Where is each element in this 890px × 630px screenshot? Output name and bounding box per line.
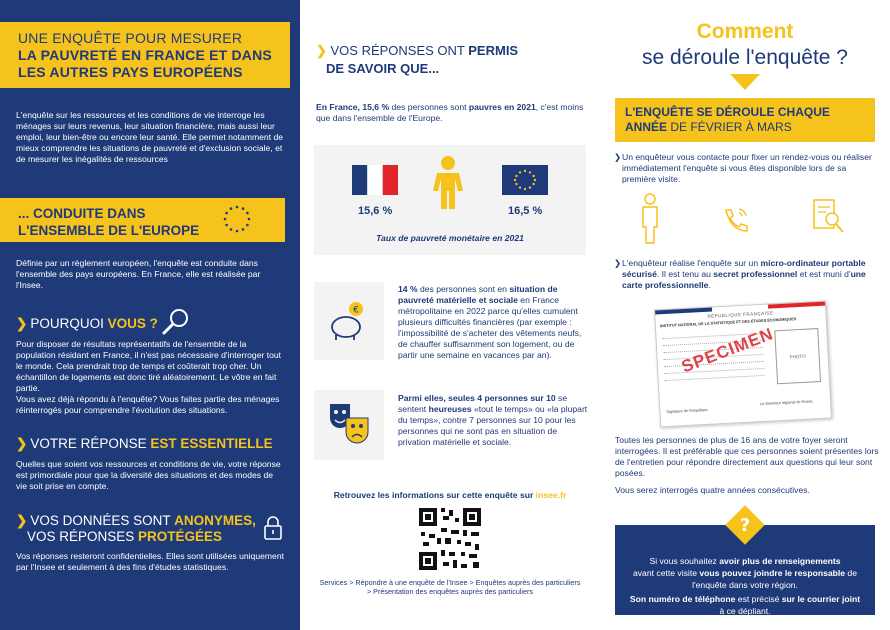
essential-heading: ❯ VOTRE RÉPONSE EST ESSENTIELLE: [16, 436, 273, 451]
card-photo: PHOTO: [774, 328, 821, 384]
europe-text: Définie par un règlement européen, l'enquête est conduite dans l'ensemble des pays européens. En France, elle est réalisée par l'Insee.: [16, 258, 261, 290]
why-text2: Vous avez déjà répondu à l'enquête? Vous faites partie des ménages réinterrogés pour comprendre l'évolution des situations.: [16, 394, 280, 415]
right-panel: [600, 0, 890, 630]
phone-icon: [722, 206, 752, 232]
poverty-rate-block: [314, 145, 586, 255]
svg-text:€: €: [353, 305, 359, 316]
schedule-banner: [615, 98, 875, 142]
intro-banner-line2: LA PAUVRETÉ EN FRANCE ET DANS: [18, 47, 272, 63]
card-signature: Signature de l'enquêteur,: [666, 407, 709, 415]
theater-masks-icon: [326, 400, 372, 450]
anon-text: Vos réponses resteront confidentielles. Elles sont utilisées uniquement par l'Insee et seulement à des fins d'études statistiques.: [16, 551, 284, 572]
insee-link[interactable]: insee.fr: [535, 490, 567, 500]
contact-text3: Son numéro de téléphone est précisé sur le courrier joint à ce dépliant.: [629, 594, 861, 616]
why-plain: POURQUOI: [30, 316, 108, 331]
card-director: Le Directeur régional de l'Insee,: [760, 399, 814, 407]
schedule-banner-bold2: ANNÉE: [625, 120, 668, 134]
piggy-bank-icon: [326, 297, 372, 343]
masks-block: [314, 390, 384, 460]
results-heading-plain: VOS RÉPONSES ONT: [330, 43, 469, 58]
left-panel: [0, 0, 300, 630]
anon-plain2: VOS RÉPONSES: [27, 529, 139, 544]
intro-text: L'enquête sur les ressources et les conditions de vie interroge les ménages sur leurs revenus, leur situation financière, mais aussi leur emploi, leur bien-être ou encore leur santé. Elle permet notamment de mieux comprendre les situations de pauvreté et d'exclusion sociale, et de mesurer les inégalités de ressources: [16, 110, 284, 164]
contact-text1: Si vous souhaitez avoir plus de renseignements: [649, 556, 841, 566]
comment-title: Comment: [696, 20, 794, 43]
magnifier-icon: [160, 308, 190, 336]
contact-text2: avant cette visite vous pouvez joindre le responsable de l'enquête dans votre région.: [632, 568, 857, 590]
intro-banner-line1: UNE ENQUÊTE POUR MESURER: [18, 30, 243, 46]
europe-banner-line2: L'ENSEMBLE DE L'EUROPE: [18, 223, 200, 238]
middle-panel: [300, 0, 600, 630]
france-text: En France, 15,6 % des personnes sont pauvres en 2021, c'est moins que dans l'ensemble de l'Europe.: [316, 102, 584, 123]
eu-flag-icon: [502, 165, 548, 195]
essential-bold: EST ESSENTIELLE: [150, 436, 273, 451]
happy-text: Parmi elles, seules 4 personnes sur 10 se sentent heureuses «tout le temps» ou «la plupart du temps», contre 7 personnes sur 10 pour les personnes qui ne sont pas en situation de privation matérielle et sociale.: [398, 393, 588, 447]
anon-plain1: VOS DONNÉES SONT: [30, 513, 175, 528]
step1-text: ❯ Un enquêteur vous contacte pour fixer un rendez-vous ou réaliser immédiatement l'enquête si vous êtes disponible lors de sa première visite.: [614, 152, 872, 184]
intro-banner: [0, 22, 290, 88]
essential-plain: VOTRE RÉPONSE: [30, 436, 151, 451]
europe-rate: 16,5 %: [508, 205, 543, 217]
step2-text: ❯ L'enquêteur réalise l'enquête sur un micro-ordinateur portable sécurisé. Il est tenu au secret professionnel et est muni d'une carte professionnelle.: [614, 258, 866, 290]
intro-banner-line3: LES AUTRES PAYS EUROPÉENS: [18, 64, 243, 80]
professional-card: [654, 301, 832, 428]
find-info: Retrouvez les informations sur cette enquête sur insee.fr: [333, 490, 567, 500]
comment-subtitle: se déroule l'enquête ?: [641, 46, 848, 69]
form-magnifier-icon: [812, 198, 846, 236]
results-heading: ❯ VOS RÉPONSES ONT PERMIS DE SAVOIR QUE...: [316, 43, 519, 76]
card-specimen: SPECIMEN: [678, 324, 777, 377]
person-icon: [431, 155, 465, 211]
essential-text: Quelles que soient vos ressources et conditions de vie, votre réponse est primordiale pour que la diversité des situations et des modes de vie soit prise en compte.: [16, 459, 281, 491]
material-text: 14 % des personnes sont en situation de pauvreté matérielle et sociale en France métropolitaine en 2022 parce qu'elles cumulent plusieurs difficultés financières (par exemple : l'impossibilité de s'acheter des vêtements neufs, de chauffer suffisamment son logement, ou de partir une semaine en vacances par an).: [398, 284, 582, 360]
why-heading: ❯ POURQUOI VOUS ?: [16, 316, 158, 331]
people-text: Toutes les personnes de plus de 16 ans de votre foyer seront interrogées. Il est préférable que ces personnes soient présentes lors de l'entretien pour répondre directement aux questions qui leur sont posées.: [615, 435, 879, 478]
qr-code-icon: [417, 506, 483, 572]
path-line2: > Présentation des enquêtes auprès des particuliers: [366, 587, 533, 596]
stars-europe-icon: [222, 204, 252, 234]
card-top: RÉPUBLIQUE FRANÇAISE: [707, 310, 774, 319]
path-line1: Services > Répondre à une enquête de l'Insee > Enquêtes auprès des particuliers: [319, 578, 581, 587]
four-years-text: Vous serez interrogés quatre années consécutives.: [615, 485, 810, 495]
anon-heading: ❯ VOS DONNÉES SONT ANONYMES, VOS RÉPONSES PROTÉGÉES: [16, 513, 256, 544]
france-flag-icon: [352, 165, 398, 195]
person-outline-icon: [640, 193, 660, 245]
europe-banner-line1: ... CONDUITE DANS: [18, 206, 146, 221]
svg-text:?: ?: [739, 515, 751, 536]
why-text: Pour disposer de résultats représentatifs de l'ensemble de la population résidant en France, il n'est pas nécessaire d'interroger tout le monde. Cela prendrait trop de temps et coûterait trop cher. Un échantillon de logements est donc tiré aléatoirement. Le vôtre en fait partie.: [16, 339, 282, 393]
schedule-banner-plain: DE FÉVRIER À MARS: [667, 120, 792, 134]
chevron-down-icon: [730, 74, 760, 90]
results-heading-bold1: PERMIS: [468, 43, 519, 58]
question-icon: [725, 505, 765, 545]
card-institute: INSTITUT NATIONAL DE LA STATISTIQUE ET DES ÉTUDES ÉCONOMIQUES: [659, 317, 797, 329]
europe-banner: [0, 198, 285, 242]
anon-bold2: PROTÉGÉES: [138, 529, 223, 544]
rate-caption: Taux de pauvreté monétaire en 2021: [376, 233, 524, 243]
why-bold: VOUS ?: [107, 316, 158, 331]
results-heading-bold2: DE SAVOIR QUE...: [326, 61, 440, 76]
anon-bold1: ANONYMES,: [174, 513, 256, 528]
schedule-banner-bold: L'ENQUÊTE SE DÉROULE CHAQUE: [625, 105, 830, 119]
padlock-icon: [262, 515, 284, 541]
piggy-block: [314, 282, 384, 360]
france-rate: 15,6 %: [358, 205, 393, 217]
